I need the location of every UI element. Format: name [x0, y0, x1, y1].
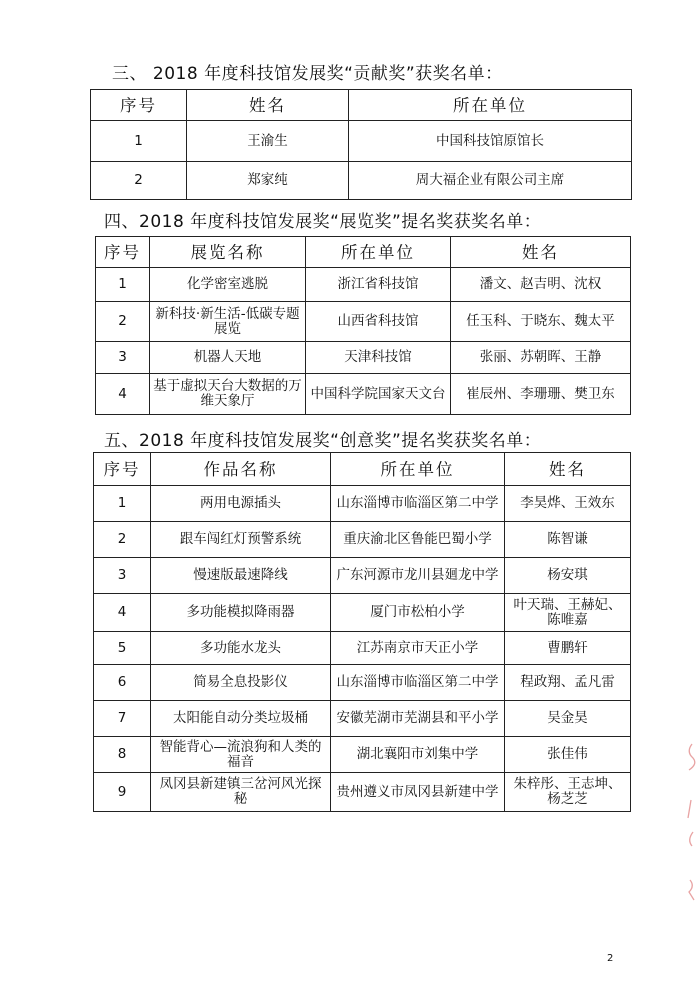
table-cell: 潘文、赵吉明、沈权	[451, 268, 631, 302]
table-cell: 基于虚拟天台大数据的万维天象厅	[150, 374, 306, 415]
table-cell: 天津科技馆	[306, 342, 451, 374]
table-cell: 慢速版最速降线	[151, 558, 331, 594]
table-cell: 任玉科、于晓东、魏太平	[451, 302, 631, 342]
table-cell: 厦门市松柏小学	[331, 594, 505, 632]
section3-table	[90, 89, 632, 200]
table-cell: 2	[91, 162, 187, 200]
table-cell: 安徽芜湖市芜湖县和平小学	[331, 701, 505, 737]
column-header: 展览名称	[150, 237, 306, 268]
table-cell: 陈智谦	[505, 522, 631, 558]
table-cell: 贵州遵义市凤冈县新建中学	[331, 773, 505, 812]
column-header: 所在单位	[349, 90, 632, 121]
page-number: 2	[607, 953, 614, 964]
table-cell: 7	[94, 701, 151, 737]
table-cell: 湖北襄阳市刘集中学	[331, 737, 505, 773]
column-header: 姓名	[187, 90, 349, 121]
table-cell: 1	[91, 121, 187, 162]
table-cell: 9	[94, 773, 151, 812]
table-cell: 浙江省科技馆	[306, 268, 451, 302]
table-cell: 化学密室逃脱	[150, 268, 306, 302]
table-cell: 叶天瑞、王赫妃、陈唯嘉	[505, 594, 631, 632]
column-header: 姓名	[505, 453, 631, 486]
table-cell: 新科技·新生活-低碳专题展览	[150, 302, 306, 342]
table-cell: 两用电源插头	[151, 486, 331, 522]
table-cell: 张佳伟	[505, 737, 631, 773]
column-header: 所在单位	[306, 237, 451, 268]
table-cell: 重庆渝北区鲁能巴蜀小学	[331, 522, 505, 558]
table-row	[91, 121, 632, 162]
table-row	[94, 558, 631, 594]
table-row	[96, 374, 631, 415]
table-cell: 朱梓彤、王志坤、杨芝芝	[505, 773, 631, 812]
table-header-row	[91, 90, 632, 121]
table-cell: 周大福企业有限公司主席	[349, 162, 632, 200]
table-cell: 凤冈县新建镇三岔河风光探秘	[151, 773, 331, 812]
table-cell: 江苏南京市天正小学	[331, 632, 505, 665]
section5-heading: 五、2018 年度科技馆发展奖“创意奖”提名奖获奖名单：	[104, 431, 542, 451]
table-cell: 2	[96, 302, 150, 342]
margin-pen-marks	[680, 740, 700, 920]
table-row	[94, 594, 631, 632]
table-cell: 4	[94, 594, 151, 632]
table-cell: 曹鹏轩	[505, 632, 631, 665]
section4-table	[95, 236, 631, 415]
column-header: 序号	[91, 90, 187, 121]
table-row	[96, 302, 631, 342]
table-cell: 5	[94, 632, 151, 665]
table-cell: 1	[96, 268, 150, 302]
table-cell: 吴金昊	[505, 701, 631, 737]
table-row	[94, 486, 631, 522]
table-cell: 中国科学院国家天文台	[306, 374, 451, 415]
column-header: 所在单位	[331, 453, 505, 486]
table-cell: 山西省科技馆	[306, 302, 451, 342]
table-cell: 4	[96, 374, 150, 415]
column-header: 作品名称	[151, 453, 331, 486]
column-header: 序号	[96, 237, 150, 268]
table-cell: 张丽、苏朝晖、王静	[451, 342, 631, 374]
column-header: 序号	[94, 453, 151, 486]
section3-heading: 三、 2018 年度科技馆发展奖“贡献奖”获奖名单：	[112, 64, 503, 84]
table-cell: 6	[94, 665, 151, 701]
table-header-row	[94, 453, 631, 486]
column-header: 姓名	[451, 237, 631, 268]
table-cell: 杨安琪	[505, 558, 631, 594]
table-row	[96, 342, 631, 374]
table-cell: 8	[94, 737, 151, 773]
table-cell: 3	[96, 342, 150, 374]
table-row	[91, 162, 632, 200]
table-cell: 跟车闯红灯预警系统	[151, 522, 331, 558]
table-cell: 郑家纯	[187, 162, 349, 200]
table-cell: 太阳能自动分类垃圾桶	[151, 701, 331, 737]
table-cell: 2	[94, 522, 151, 558]
table-cell: 3	[94, 558, 151, 594]
table-cell: 简易全息投影仪	[151, 665, 331, 701]
section4-heading: 四、2018 年度科技馆发展奖“展览奖”提名奖获奖名单：	[104, 212, 542, 232]
table-cell: 山东淄博市临淄区第二中学	[331, 665, 505, 701]
table-cell: 1	[94, 486, 151, 522]
table-cell: 智能背心—流浪狗和人类的福音	[151, 737, 331, 773]
table-cell: 多功能水龙头	[151, 632, 331, 665]
table-row	[94, 737, 631, 773]
table-cell: 王渝生	[187, 121, 349, 162]
table-cell: 崔辰州、李珊珊、樊卫东	[451, 374, 631, 415]
table-cell: 多功能模拟降雨器	[151, 594, 331, 632]
table-header-row	[96, 237, 631, 268]
table-row	[94, 665, 631, 701]
table-cell: 中国科技馆原馆长	[349, 121, 632, 162]
table-cell: 广东河源市龙川县廻龙中学	[331, 558, 505, 594]
table-row	[94, 773, 631, 812]
table-row	[94, 632, 631, 665]
table-cell: 机器人天地	[150, 342, 306, 374]
section5-table	[93, 452, 631, 812]
table-row	[96, 268, 631, 302]
table-row	[94, 701, 631, 737]
table-row	[94, 522, 631, 558]
table-cell: 程政翔、孟凡雷	[505, 665, 631, 701]
table-cell: 李昊烨、王效东	[505, 486, 631, 522]
table-cell: 山东淄博市临淄区第二中学	[331, 486, 505, 522]
